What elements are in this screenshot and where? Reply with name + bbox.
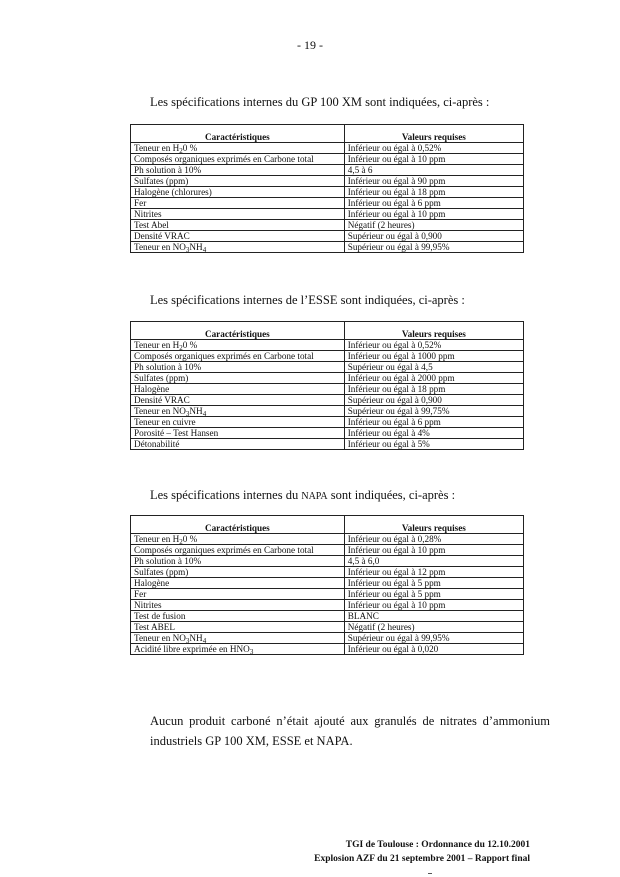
table-row	[131, 644, 524, 655]
header-characteristics: Caractéristiques	[131, 125, 345, 143]
characteristic-cell: Teneur en $H_20$ %	[131, 340, 345, 351]
table-row	[131, 384, 524, 395]
scan-speck	[428, 873, 432, 874]
required-value-cell: Inférieur ou égal à 10 ppm	[344, 600, 523, 611]
intro-product-name: NAPA	[301, 491, 328, 502]
required-value-cell: Supérieur ou égal à 99,95%	[344, 633, 523, 644]
characteristic-cell: Composés organiques exprimés en Carbone total	[131, 351, 345, 362]
characteristic-cell: Sulfates (ppm)	[131, 176, 345, 187]
characteristic-cell: Composés organiques exprimés en Carbone total	[131, 545, 345, 556]
characteristic-cell: Acidité libre exprimée en $HNO_3$	[131, 644, 345, 655]
header-characteristics: Caractéristiques	[131, 322, 345, 340]
table-row	[131, 231, 524, 242]
characteristic-cell: Test Abel	[131, 220, 345, 231]
intro-text: Les spécifications internes du	[150, 488, 302, 502]
required-value-cell: Inférieur ou égal à 5%	[344, 439, 523, 450]
section-intro-gp100xm: Les spécifications internes du GP 100 XM sont indiquées, ci-après :	[150, 95, 490, 109]
table-row	[131, 198, 524, 209]
characteristic-cell: Densité VRAC	[131, 231, 345, 242]
table-row	[131, 143, 524, 154]
footer	[314, 838, 530, 866]
required-value-cell: Inférieur ou égal à 0,52%	[344, 340, 523, 351]
required-value-cell: Inférieur ou égal à 10 ppm	[344, 154, 523, 165]
characteristic-cell: Densité VRAC	[131, 395, 345, 406]
table-row	[131, 351, 524, 362]
header-required-values: Valeurs requises	[344, 322, 523, 340]
characteristic-cell: Teneur en cuivre	[131, 417, 345, 428]
table-row	[131, 373, 524, 384]
header-characteristics: Caractéristiques	[131, 516, 345, 534]
spec-table-gp100xm	[130, 124, 524, 253]
table-row	[131, 417, 524, 428]
table-row	[131, 176, 524, 187]
page-number: - 19 -	[297, 38, 323, 52]
characteristic-cell: Test ABEL	[131, 622, 345, 633]
required-value-cell: Inférieur ou égal à 2000 ppm	[344, 373, 523, 384]
required-value-cell: Inférieur ou égal à 90 ppm	[344, 176, 523, 187]
table-row	[131, 242, 524, 253]
required-value-cell: Inférieur ou égal à 18 ppm	[344, 187, 523, 198]
characteristic-cell: Composés organiques exprimés en Carbone total	[131, 154, 345, 165]
required-value-cell: Inférieur ou égal à 12 ppm	[344, 567, 523, 578]
characteristic-cell: Ph solution à 10%	[131, 556, 345, 567]
table-row	[131, 633, 524, 644]
required-value-cell: Inférieur ou égal à 0,52%	[344, 143, 523, 154]
required-value-cell: BLANC	[344, 611, 523, 622]
required-value-cell: Supérieur ou égal à 99,75%	[344, 406, 523, 417]
required-value-cell: Inférieur ou égal à 18 ppm	[344, 384, 523, 395]
header-required-values: Valeurs requises	[344, 125, 523, 143]
table-row	[131, 589, 524, 600]
table-row	[131, 534, 524, 545]
characteristic-cell: Détonabilité	[131, 439, 345, 450]
table-row	[131, 187, 524, 198]
table-row	[131, 439, 524, 450]
table-row	[131, 406, 524, 417]
characteristic-cell: Ph solution à 10%	[131, 165, 345, 176]
characteristic-cell: Halogène (chlorures)	[131, 187, 345, 198]
characteristic-cell: Sulfates (ppm)	[131, 373, 345, 384]
conclusion-paragraph: Aucun produit carboné n’était ajouté aux granulés de nitrates d’ammonium industriels GP 100 XM, ESSE et NAPA.	[150, 714, 550, 748]
section-intro-napa	[150, 488, 455, 503]
required-value-cell: Supérieur ou égal à 99,95%	[344, 242, 523, 253]
header-required-values: Valeurs requises	[344, 516, 523, 534]
table-row	[131, 209, 524, 220]
required-value-cell: Inférieur ou égal à 4%	[344, 428, 523, 439]
required-value-cell: Négatif (2 heures)	[344, 622, 523, 633]
characteristic-cell: Ph solution à 10%	[131, 362, 345, 373]
required-value-cell: Inférieur ou égal à 5 ppm	[344, 589, 523, 600]
spec-table-napa	[130, 515, 524, 655]
required-value-cell: 4,5 à 6	[344, 165, 523, 176]
required-value-cell: Inférieur ou égal à 0,020	[344, 644, 523, 655]
required-value-cell: Inférieur ou égal à 10 ppm	[344, 545, 523, 556]
table-row	[131, 600, 524, 611]
required-value-cell: Inférieur ou égal à 5 ppm	[344, 578, 523, 589]
table-row	[131, 622, 524, 633]
spec-table-esse	[130, 321, 524, 450]
characteristic-cell: Fer	[131, 589, 345, 600]
characteristic-cell: Nitrites	[131, 209, 345, 220]
table-row	[131, 611, 524, 622]
required-value-cell: Inférieur ou égal à 1000 ppm	[344, 351, 523, 362]
table-row	[131, 165, 524, 176]
required-value-cell: Supérieur ou égal à 0,900	[344, 395, 523, 406]
table-row	[131, 556, 524, 567]
characteristic-cell: Porosité – Test Hansen	[131, 428, 345, 439]
required-value-cell: Inférieur ou égal à 10 ppm	[344, 209, 523, 220]
required-value-cell: Supérieur ou égal à 4,5	[344, 362, 523, 373]
table-row	[131, 362, 524, 373]
characteristic-cell: Nitrites	[131, 600, 345, 611]
characteristic-cell: Teneur en $NO_3NH_4$	[131, 406, 345, 417]
required-value-cell: Supérieur ou égal à 0,900	[344, 231, 523, 242]
footer-line-court: TGI de Toulouse : Ordonnance du 12.10.2001	[345, 840, 530, 850]
required-value-cell: Négatif (2 heures)	[344, 220, 523, 231]
required-value-cell: Inférieur ou égal à 0,28%	[344, 534, 523, 545]
table-row	[131, 545, 524, 556]
table-row	[131, 220, 524, 231]
table-body	[131, 143, 524, 253]
section-intro-esse: Les spécifications internes de l’ESSE sont indiquées, ci-après :	[150, 293, 465, 307]
table-body	[131, 534, 524, 655]
table-row	[131, 154, 524, 165]
required-value-cell: 4,5 à 6,0	[344, 556, 523, 567]
characteristic-cell: Teneur en $NO_3NH_4$	[131, 633, 345, 644]
table-row	[131, 567, 524, 578]
required-value-cell: Inférieur ou égal à 6 ppm	[344, 198, 523, 209]
characteristic-cell: Test de fusion	[131, 611, 345, 622]
table-row	[131, 395, 524, 406]
table-body	[131, 340, 524, 450]
intro-text: sont indiquées, ci-après :	[327, 488, 456, 502]
characteristic-cell: Halogène	[131, 384, 345, 395]
characteristic-cell: Fer	[131, 198, 345, 209]
footer-line-report: Explosion AZF du 21 septembre 2001 – Rapport final	[314, 854, 530, 864]
table-row	[131, 428, 524, 439]
characteristic-cell: Halogène	[131, 578, 345, 589]
characteristic-cell: Sulfates (ppm)	[131, 567, 345, 578]
characteristic-cell: Teneur en $NO_3NH_4$	[131, 242, 345, 253]
required-value-cell: Inférieur ou égal à 6 ppm	[344, 417, 523, 428]
table-row	[131, 340, 524, 351]
characteristic-cell: Teneur en $H_20$ %	[131, 534, 345, 545]
table-row	[131, 578, 524, 589]
characteristic-cell: Teneur en $H_20$ %	[131, 143, 345, 154]
